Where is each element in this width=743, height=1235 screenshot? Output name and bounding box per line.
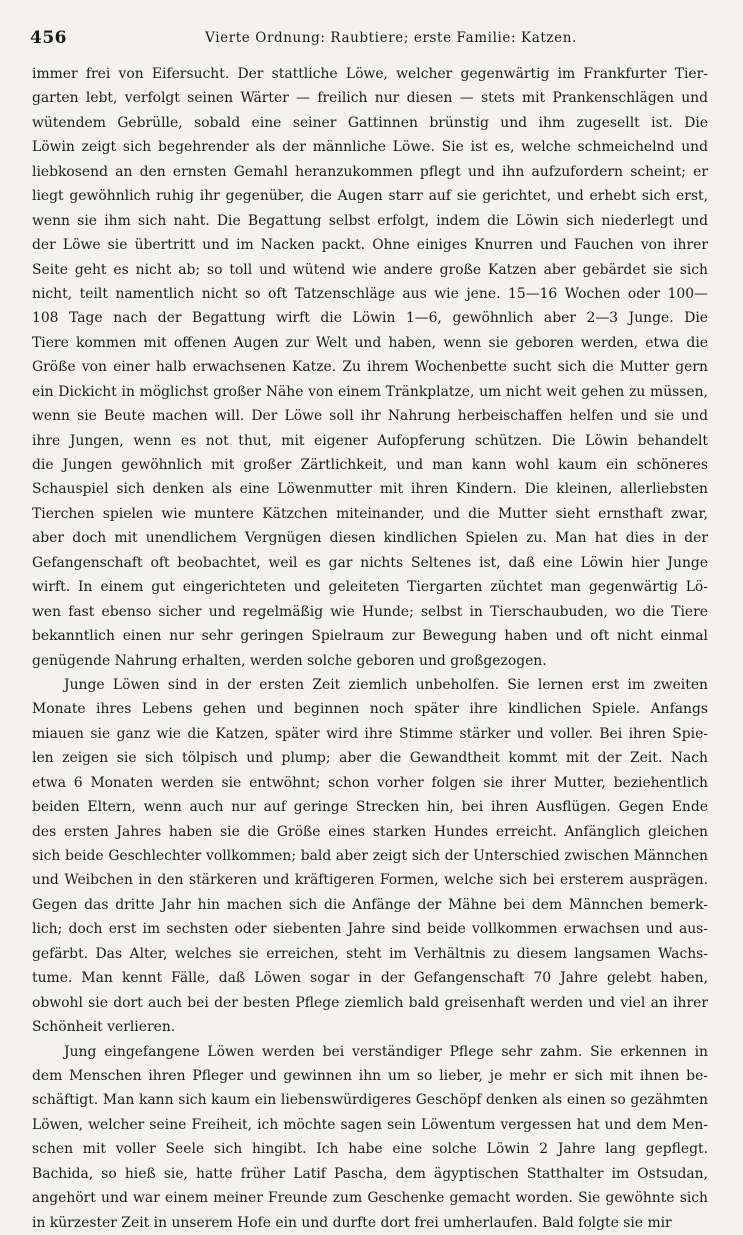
text-line: wenn sie Beute machen will. Der Löwe soll ihr Nahrung herbeischaffen helfen und sie und: [32, 404, 708, 428]
text-line: Junge Löwen sind in der ersten Zeit ziemlich unbeholfen. Sie lernen erst im zweiten: [32, 673, 708, 697]
text-line: die Jungen gewöhnlich mit großer Zärtlichkeit, und man kann wohl kaum ein schöneres: [32, 453, 708, 477]
text-line: beiden Eltern, wenn auch nur auf geringe Strecken hin, bei ihren Ausflügen. Gegen Ende: [32, 795, 708, 819]
text-line: schen mit voller Seele sich hingibt. Ich habe eine solche Löwin 2 Jahre lang gepflegt.: [32, 1137, 708, 1161]
text-line: 108 Tage nach der Begattung wirft die Löwin 1—6, gewöhnlich aber 2—3 Junge. Die: [32, 306, 708, 330]
page-header: [30, 28, 712, 52]
body-text: [32, 62, 708, 1235]
text-line: Bachida, so hieß sie, hatte früher Latif Pascha, dem ägyptischen Statthalter im Ostsudan,: [32, 1162, 708, 1186]
text-line: Gefangenschaft oft beobachtet, weil es gar nichts Seltenes ist, daß eine Löwin hier Junge: [32, 551, 708, 575]
text-line: dem Menschen ihren Pfleger und gewinnen ihn um so lieber, je mehr er sich mit ihnen be-: [32, 1064, 708, 1088]
text-line: miauen sie ganz wie die Katzen, später wird ihre Stimme stärker und voller. Bei ihren Spie-: [32, 722, 708, 746]
text-line: der Löwe sie übertritt und im Nacken packt. Ohne einiges Knurren und Fauchen von ihrer: [32, 233, 708, 257]
page-number: 456: [30, 28, 67, 48]
running-head: Vierte Ordnung: Raubtiere; erste Familie: Katzen.: [30, 30, 712, 46]
text-line: liebkosend an den ernsten Gemahl heranzukommen pflegt und ihn aufzufordern scheint; er: [32, 160, 708, 184]
text-line: obwohl sie dort auch bei der besten Pflege ziemlich bald greisenhaft werden und viel an ihrer: [32, 991, 708, 1015]
text-line: Löwin zeigt sich begehrender als der männliche Löwe. Sie ist es, welche schmeichelnd und: [32, 135, 708, 159]
text-line: Monate ihres Lebens gehen und beginnen noch später ihre kindlichen Spiele. Anfangs: [32, 697, 708, 721]
text-line: Tiere kommen mit offenen Augen zur Welt und haben, wenn sie geboren werden, etwa die: [32, 331, 708, 355]
text-line: etwa 6 Monaten werden sie entwöhnt; schon vorher folgen sie ihrer Mutter, beziehentlich: [32, 771, 708, 795]
text-line: ihre Jungen, wenn es not thut, mit eigener Aufopferung schützen. Die Löwin behandelt: [32, 429, 708, 453]
text-line: Schönheit verlieren.: [32, 1015, 708, 1039]
text-line: schäftigt. Man kann sich kaum ein liebenswürdigeres Geschöpf denken als einen so gezähmten: [32, 1088, 708, 1112]
text-line: aber doch mit unendlichem Vergnügen diesen kindlichen Spielen zu. Man hat dies in der: [32, 526, 708, 550]
text-line: wen fast ebenso sicher und regelmäßig wie Hunde; selbst in Tierschaubuden, wo die Tiere: [32, 600, 708, 624]
text-line: lich; doch erst im sechsten oder siebenten Jahre sind beide vollkommen erwachsen und aus-: [32, 917, 708, 941]
text-line: immer frei von Eifersucht. Der stattliche Löwe, welcher gegenwärtig im Frankfurter Tier-: [32, 62, 708, 86]
text-line: wirft. In einem gut eingerichteten und geleiteten Tiergarten züchtet man gegenwärtig Lö-: [32, 575, 708, 599]
text-line: Tierchen spielen wie muntere Kätzchen miteinander, und die Mutter sieht ernsthaft zwar,: [32, 502, 708, 526]
text-line: Größe von einer halb erwachsenen Katze. Zu ihrem Wochenbette sucht sich die Mutter gern: [32, 355, 708, 379]
text-line: ein Dickicht in möglichst großer Nähe von einem Tränkplatze, um nicht weit gehen zu müssen,: [32, 380, 708, 404]
text-line: genügende Nahrung erhalten, werden solche geboren und großgezogen.: [32, 649, 708, 673]
text-line: tume. Man kennt Fälle, daß Löwen sogar in der Gefangenschaft 70 Jahre gelebt haben,: [32, 966, 708, 990]
text-line: Schauspiel sich denken als eine Löwenmutter mit ihren Kindern. Die kleinen, allerliebsten: [32, 477, 708, 501]
text-line: gefärbt. Das Alter, welches sie erreichen, steht im Verhältnis zu diesem langsamen Wachs-: [32, 942, 708, 966]
text-line: Jung eingefangene Löwen werden bei verständiger Pflege sehr zahm. Sie erkennen in: [32, 1040, 708, 1064]
paragraph-2: [32, 673, 708, 1040]
text-line: Seite geht es nicht ab; so toll und wütend wie andere große Katzen aber gebärdet sie sich: [32, 258, 708, 282]
text-line: sich beide Geschlechter vollkommen; bald aber zeigt sich der Unterschied zwischen Männchen: [32, 844, 708, 868]
paragraph-1: [32, 62, 708, 673]
text-line: Löwen, welcher seine Freiheit, ich möchte sagen sein Löwentum vergessen hat und dem Men-: [32, 1113, 708, 1137]
text-line: liegt gewöhnlich ruhig ihr gegenüber, die Augen starr auf sie gerichtet, und erhebt sich erst,: [32, 184, 708, 208]
text-line: len zeigen sie sich tölpisch und plump; aber die Gewandtheit kommt mit der Zeit. Nach: [32, 746, 708, 770]
text-line: angehört und war einem meiner Freunde zum Geschenke gemacht worden. Sie gewöhnte sich: [32, 1186, 708, 1210]
text-line: und Weibchen in den stärkeren und kräftigeren Formen, welche sich bei ersterem ausprägen.: [32, 868, 708, 892]
text-line: wenn sie ihm sich naht. Die Begattung selbst erfolgt, indem die Löwin sich niederlegt und: [32, 209, 708, 233]
text-line: des ersten Jahres haben sie die Größe eines starken Hundes erreicht. Anfänglich gleichen: [32, 820, 708, 844]
text-line: Gegen das dritte Jahr hin machen sich die Anfänge der Mähne bei dem Männchen bemerk-: [32, 893, 708, 917]
text-line: bekanntlich einen nur sehr geringen Spielraum zur Bewegung haben und oft nicht einmal: [32, 624, 708, 648]
text-line: garten lebt, verfolgt seinen Wärter — freilich nur diesen — stets mit Prankenschlägen und: [32, 86, 708, 110]
text-line: wütendem Gebrülle, sobald eine seiner Gattinnen brünstig und ihm zugesellt ist. Die: [32, 111, 708, 135]
paragraph-3: [32, 1040, 708, 1235]
text-line: in kürzester Zeit in unserem Hofe ein und durfte dort frei umherlaufen. Bald folgte sie mir: [32, 1211, 708, 1235]
text-line: nicht, teilt namentlich nicht so oft Tatzenschläge aus wie jene. 15—16 Wochen oder 100—: [32, 282, 708, 306]
